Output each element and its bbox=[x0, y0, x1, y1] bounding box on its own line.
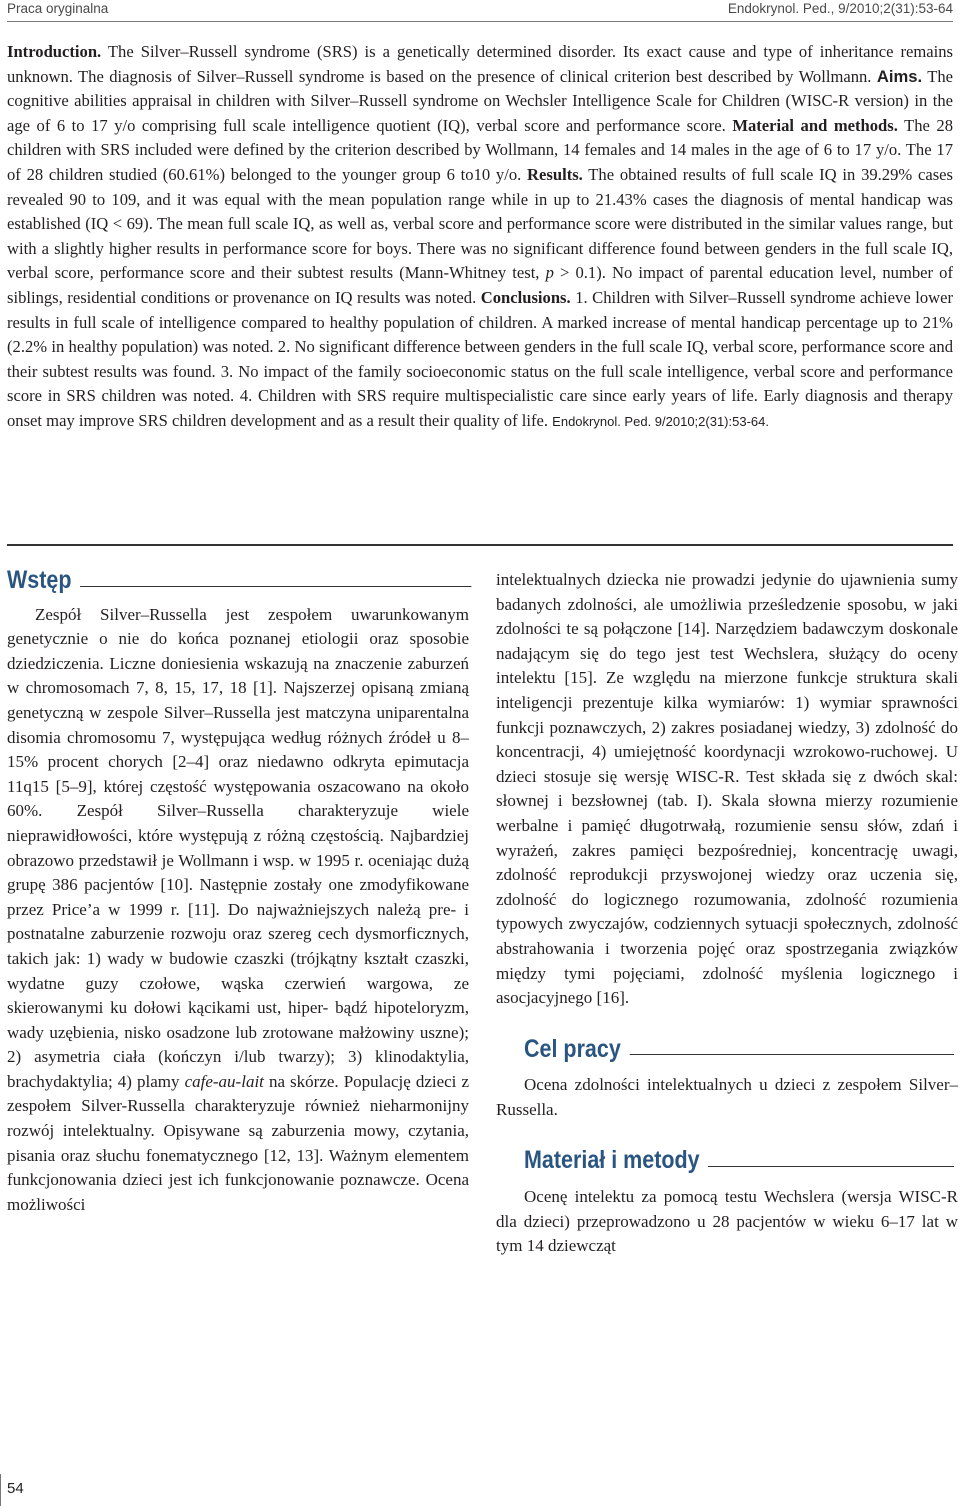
running-head-section: Praca oryginalna bbox=[7, 1, 109, 16]
heading-methods-rule bbox=[708, 1166, 954, 1167]
heading-intro-rule bbox=[80, 586, 471, 587]
intro-text-b: na skórze. Populację dzieci z zespołem Silver-Russella charakteryzuje również nieharmonijny rozwój intelektualny. Opisywane są zaburzenia mowy, czytania, pisania oraz słuchu fonematycznego [12, 13]. Ważnym elementem funkcjonowania dzieci jest ich funkcjonowanie poznawcze. Ocena możliwości bbox=[7, 1071, 470, 1214]
running-head-journal: Endokrynol. Ped., 9/2010;2(31):53-64 bbox=[727, 1, 953, 16]
goal-paragraph: Ocena zdolności intelektualnych u dzieci z zespołem Silver–Russella. bbox=[496, 1075, 958, 1119]
abstract bbox=[7, 40, 953, 435]
heading-intro bbox=[7, 568, 471, 593]
intro-italic-term: cafe-au-lait bbox=[184, 1071, 264, 1091]
abstract-results-label: Results. bbox=[527, 164, 583, 184]
abstract-aims-label: Aims. bbox=[876, 66, 923, 86]
heading-methods-text: Materiał i metody bbox=[524, 1146, 700, 1175]
heading-goal-wrap bbox=[524, 1034, 960, 1063]
page-number-bar bbox=[0, 1474, 1, 1506]
abstract-methods-label: Material and methods. bbox=[732, 115, 898, 135]
intro-paragraph bbox=[7, 603, 469, 1218]
heading-methods-wrap bbox=[524, 1148, 960, 1173]
abstract-methods-text: The 28 children with SRS included were defined by the criterion described by Wollmann, 14 females and 14 males in the age of 6 to 17 y/o. The 17 of 28 children studied (60.61%) belonged to the younger group 6 to10 y/o. bbox=[7, 115, 954, 184]
running-head bbox=[7, 0, 953, 20]
abstract-intro-label: Introduction. bbox=[7, 42, 102, 61]
heading-methods bbox=[524, 1148, 954, 1173]
abstract-aims-text: The cognitive abilities appraisal in children with Silver–Russell syndrome on Wechsler Intelligence Scale for Children (WISC-R version) in the age of 6 to 17 y/o comprising full scale intelligence quotient (IQ), verbal score and performance score. bbox=[7, 66, 954, 135]
page-number: 54 bbox=[7, 1480, 24, 1497]
abstract-intro-text: The Silver–Russell syndrome (SRS) is a genetically determined disorder. Its exact cause and type of inheritance remains unknown. The diagnosis of Silver–Russell syndrome is based on the presence of clinical criterion best described by Wollmann. bbox=[7, 42, 953, 86]
intro-continued-paragraph: intelektualnych dziecka nie prowadzi jedynie do ujawnienia sumy badanych zdolności, ale umożliwia prześledzenie sposobu, w jaki zdolności te są połączone [14]. Narzędziem badawczym doskonale nadającym się do tego jest test Wechslera, służący do oceny intelektu [15]. Ze względu na mierzone funkcje struktura skali inteligencji prezentuje kilka wymiarów: 1) wymiar sprawności funkcji poznawczych, 2) zakres posiadanej wiedzy, 3) zdolność do koncentracji, 4) umiejętność koordynacji wzrokowo-ruchowej. U dzieci stosuje się wersję WISC-R. Test składa się z dwóch skal: słownej i bezsłownej (tab. I). Skala słowna mierzy rozumienie werbalne i pamięć długotrwałą, rozumienie sensu słów, zdań i wyrażeń, zakres pamięci bezpośredniej, koncentrację uwagi, zdolność reprodukcji przyswojonej wiedzy oraz uczenia się, zdolność do logicznego rozumowania, zdolność rozumienia typowych zwyczajów, codziennych sytuacji społecznych, zdolność abstrahowania i tworzenia pojęć oraz spostrzegania związków między tymi pojęciami, zdolność myślenia logicznego i asocjacyjnego [16]. bbox=[496, 570, 958, 1008]
right-column bbox=[496, 568, 958, 1259]
heading-intro-wrap bbox=[7, 568, 547, 593]
left-column bbox=[7, 568, 469, 1217]
abstract-p-symbol: p bbox=[545, 263, 554, 283]
section-divider bbox=[7, 544, 953, 546]
abstract-conclusions-label: Conclusions. bbox=[480, 287, 571, 307]
abstract-conclusions-text: 1. Children with Silver–Russell syndrome achieve lower results in full scale of intelligence compared to healthy population of children. A marked increase of mental handicap percentage up to 21% (2.2% in healthy population) was noted. 2. No significant difference between genders in the full scale IQ, verbal score, performance score and their subtest results was found. 3. No impact of the family socioeconomic status on the full scale intelligence, verbal score and performance score in SRS children was noted. 4. Children with SRS require multispecialistic care since early years of life. Early diagnosis and therapy onset may improve SRS children development and as a result their quality of life. bbox=[7, 287, 953, 430]
heading-goal-text: Cel pracy bbox=[524, 1034, 621, 1063]
abstract-citation: Endokrynol. Ped. 9/2010;2(31):53-64. bbox=[552, 413, 769, 429]
header-divider bbox=[7, 21, 953, 22]
abstract-results-text-b: > 0.1). No impact of parental education level, number of siblings, residential conditions or provenance on IQ results was noted. bbox=[7, 263, 953, 307]
heading-intro-text: Wstęp bbox=[7, 566, 72, 594]
heading-goal bbox=[524, 1034, 954, 1063]
heading-goal-rule bbox=[629, 1054, 954, 1055]
intro-text-a: Zespół Silver–Russella jest zespołem uwarunkowanym genetycznie o nie do końca poznanej etiologii oraz sposobie dziedziczenia. Liczne doniesienia wskazują na znaczenie zaburzeń w chromosomach 7, 8, 15, 17, 18 [1]. Najszerzej opisaną zmianą genetyczną w zespole Silver–Russella jest matczyna uniparentalna disomia chromosomu 7, występująca według różnych źródeł u 8–15% procent chorych [2–4] oraz niedawno odkryta epimutacja 11q15 [5–9], której częstość występowania oszacowano na około 60%. Zespół Silver–Russella charakteryzuje wiele nieprawidłowości, które występują z różną częstością. Najbardziej obrazowo przedstawił je Wollmann i wsp. w 1995 r. oceniając dużą grupę 386 pacjentów [10]. Następnie zostały one zmodyfikowane przez Price’a w 1999 r. [11]. Do najważniejszych należą pre- i postnatalne zaburzenie rozwoju oraz szereg cech dysmorficznych, takich jak: 1) wady w budowie czaszki (trójkątny kształt czaszki, wydatne guzy czołowe, wąska czerwień wargowa, ze skierowanymi ku dołowi kącikami ust, hiper- bądź hipoteloryzm, wady uzębienia, nisko osadzone lub zrotowane małżowiny uszne); 2) asymetria ciała (kończyn i/lub twarzy); 3) klinodaktylia, brachydaktylia; 4) plamy bbox=[7, 604, 469, 1091]
methods-paragraph: Ocenę intelektu za pomocą testu Wechslera (wersja WISC-R dla dzieci) przeprowadzono u 28 pacjentów w wieku 6–17 lat w tym 14 dziewcząt bbox=[496, 1187, 958, 1256]
abstract-results-text-a: The obtained results of full scale IQ in 39.29% cases revealed 90 to 109, and it was equal with the mean population range while in up to 21.43% cases the diagnosis of mental handicap was established (IQ < 69). The mean full scale IQ, as well as, verbal score and performance score were distributed in the similar values range, but with a slightly higher results in performance score for boys. There was no significant difference found between genders in the full scale IQ, verbal score, performance score and their subtest results (Mann-Whitney test, bbox=[7, 164, 953, 283]
